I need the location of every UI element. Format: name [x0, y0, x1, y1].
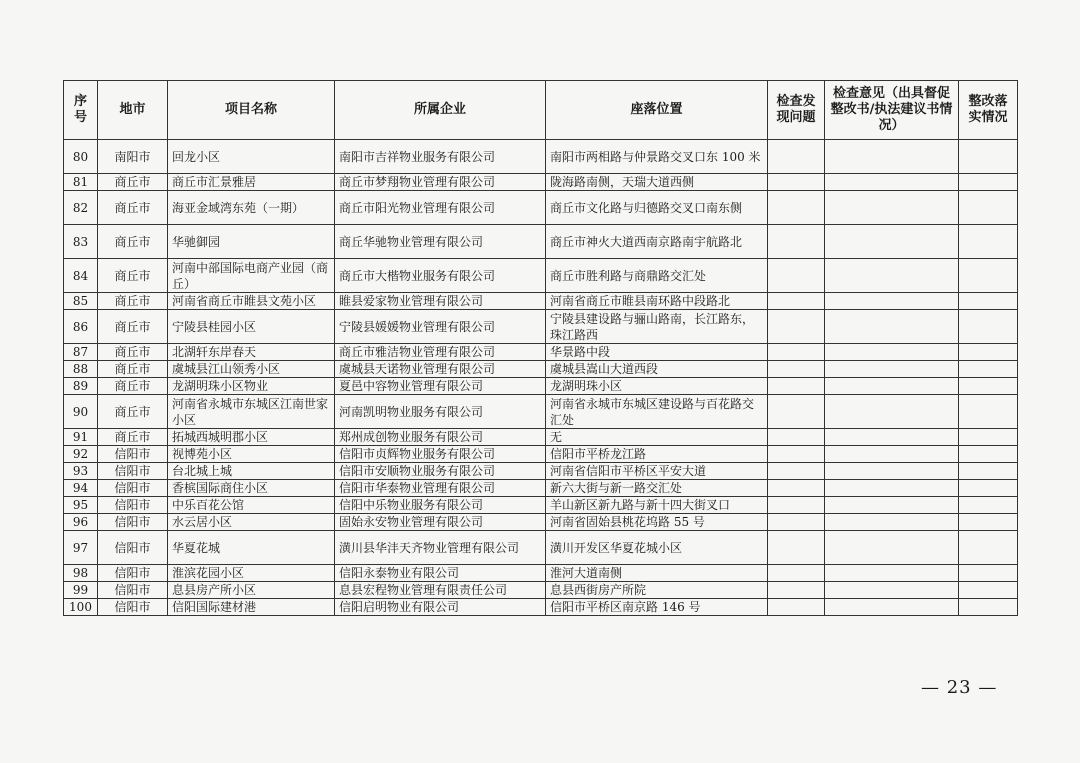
row-project: 龙湖明珠小区物业 [168, 378, 335, 395]
row-opinions [825, 429, 959, 446]
row-opinions [825, 480, 959, 497]
table-row [64, 531, 1018, 565]
row-project: 香槟国际商住小区 [168, 480, 335, 497]
row-rectification [959, 582, 1018, 599]
row-city: 信阳市 [98, 582, 168, 599]
row-rectification [959, 225, 1018, 259]
row-company: 信阳启明物业有限公司 [335, 599, 546, 616]
row-city: 商丘市 [98, 225, 168, 259]
row-location: 潢川开发区华夏花城小区 [546, 531, 768, 565]
row-city: 商丘市 [98, 395, 168, 429]
row-number: 89 [64, 378, 98, 395]
row-number: 90 [64, 395, 98, 429]
row-city: 南阳市 [98, 140, 168, 174]
row-number: 93 [64, 463, 98, 480]
row-project: 北湖轩东岸春天 [168, 344, 335, 361]
row-city: 商丘市 [98, 310, 168, 344]
header-no: 序号 [64, 81, 98, 140]
row-opinions [825, 565, 959, 582]
table-row [64, 191, 1018, 225]
row-rectification [959, 140, 1018, 174]
row-location: 商丘市文化路与归德路交叉口南东侧 [546, 191, 768, 225]
row-rectification [959, 599, 1018, 616]
row-project: 信阳国际建材港 [168, 599, 335, 616]
table-row [64, 361, 1018, 378]
row-location: 新六大街与新一路交汇处 [546, 480, 768, 497]
row-number: 96 [64, 514, 98, 531]
row-rectification [959, 361, 1018, 378]
row-location: 息县西街房产所院 [546, 582, 768, 599]
row-opinions [825, 446, 959, 463]
table-row [64, 293, 1018, 310]
row-location: 商丘市胜利路与商鼎路交汇处 [546, 259, 768, 293]
row-problems [768, 582, 825, 599]
row-problems [768, 259, 825, 293]
row-problems [768, 344, 825, 361]
row-number: 86 [64, 310, 98, 344]
table-row [64, 565, 1018, 582]
row-city: 商丘市 [98, 259, 168, 293]
table-row [64, 497, 1018, 514]
row-problems [768, 378, 825, 395]
row-opinions [825, 582, 959, 599]
page-number: — 23 — [921, 677, 998, 698]
table-row [64, 514, 1018, 531]
row-location: 南阳市两相路与仲景路交叉口东 100 米 [546, 140, 768, 174]
row-opinions [825, 361, 959, 378]
row-number: 97 [64, 531, 98, 565]
row-city: 信阳市 [98, 599, 168, 616]
row-number: 80 [64, 140, 98, 174]
row-rectification [959, 446, 1018, 463]
row-company: 夏邑中容物业管理有限公司 [335, 378, 546, 395]
row-problems [768, 565, 825, 582]
inspection-table [63, 80, 1018, 616]
header-project: 项目名称 [168, 81, 335, 140]
row-rectification [959, 344, 1018, 361]
row-company: 商丘华驰物业管理有限公司 [335, 225, 546, 259]
table-row [64, 344, 1018, 361]
row-city: 商丘市 [98, 429, 168, 446]
row-problems [768, 446, 825, 463]
row-project: 华驰御园 [168, 225, 335, 259]
row-number: 88 [64, 361, 98, 378]
header-problems: 检查发现问题 [768, 81, 825, 140]
row-problems [768, 599, 825, 616]
row-location: 华景路中段 [546, 344, 768, 361]
row-rectification [959, 293, 1018, 310]
row-opinions [825, 395, 959, 429]
table-row [64, 599, 1018, 616]
row-city: 商丘市 [98, 174, 168, 191]
row-location: 虞城县嵩山大道西段 [546, 361, 768, 378]
row-project: 中乐百花公馆 [168, 497, 335, 514]
table-row [64, 480, 1018, 497]
row-company: 信阳永泰物业有限公司 [335, 565, 546, 582]
row-problems [768, 310, 825, 344]
row-company: 南阳市吉祥物业服务有限公司 [335, 140, 546, 174]
row-opinions [825, 344, 959, 361]
table-body [64, 140, 1018, 616]
header-rectification: 整改落实情况 [959, 81, 1018, 140]
row-location: 淮河大道南侧 [546, 565, 768, 582]
row-problems [768, 480, 825, 497]
row-company: 信阳市安顺物业服务有限公司 [335, 463, 546, 480]
header-opinions: 检查意见（出具督促整改书/执法建议书情况） [825, 81, 959, 140]
header-company: 所属企业 [335, 81, 546, 140]
row-company: 虞城县天诺物业管理有限公司 [335, 361, 546, 378]
row-rectification [959, 259, 1018, 293]
row-opinions [825, 463, 959, 480]
row-project: 河南省商丘市睢县文苑小区 [168, 293, 335, 310]
row-problems [768, 361, 825, 378]
row-rectification [959, 497, 1018, 514]
row-project: 宁陵县桂园小区 [168, 310, 335, 344]
row-project: 拓城西城明郡小区 [168, 429, 335, 446]
table-row [64, 429, 1018, 446]
row-company: 固始永安物业管理有限公司 [335, 514, 546, 531]
row-rectification [959, 429, 1018, 446]
row-opinions [825, 531, 959, 565]
row-city: 商丘市 [98, 378, 168, 395]
row-company: 息县宏程物业管理有限责任公司 [335, 582, 546, 599]
row-opinions [825, 514, 959, 531]
row-rectification [959, 191, 1018, 225]
row-company: 河南凯明物业服务有限公司 [335, 395, 546, 429]
table-row [64, 140, 1018, 174]
row-rectification [959, 514, 1018, 531]
row-rectification [959, 174, 1018, 191]
row-number: 92 [64, 446, 98, 463]
table-row [64, 463, 1018, 480]
row-opinions [825, 310, 959, 344]
row-opinions [825, 293, 959, 310]
row-number: 91 [64, 429, 98, 446]
row-number: 84 [64, 259, 98, 293]
table-row [64, 225, 1018, 259]
table-row [64, 259, 1018, 293]
row-project: 虞城县江山领秀小区 [168, 361, 335, 378]
row-opinions [825, 140, 959, 174]
row-city: 商丘市 [98, 344, 168, 361]
row-project: 回龙小区 [168, 140, 335, 174]
row-company: 商丘市大楷物业服务有限公司 [335, 259, 546, 293]
row-project: 商丘市汇景雅居 [168, 174, 335, 191]
row-opinions [825, 378, 959, 395]
row-number: 95 [64, 497, 98, 514]
row-city: 商丘市 [98, 191, 168, 225]
row-company: 商丘市阳光物业管理有限公司 [335, 191, 546, 225]
row-rectification [959, 531, 1018, 565]
row-city: 商丘市 [98, 293, 168, 310]
row-project: 息县房产所小区 [168, 582, 335, 599]
header-city: 地市 [98, 81, 168, 140]
row-company: 潢川县华沣天齐物业管理有限公司 [335, 531, 546, 565]
row-rectification [959, 395, 1018, 429]
row-problems [768, 191, 825, 225]
row-city: 信阳市 [98, 565, 168, 582]
row-number: 98 [64, 565, 98, 582]
row-rectification [959, 480, 1018, 497]
row-location: 商丘市神火大道西南京路南宇航路北 [546, 225, 768, 259]
row-number: 100 [64, 599, 98, 616]
row-city: 信阳市 [98, 463, 168, 480]
row-location: 信阳市平桥龙江路 [546, 446, 768, 463]
table-row [64, 174, 1018, 191]
row-project: 视博苑小区 [168, 446, 335, 463]
row-number: 87 [64, 344, 98, 361]
row-location: 羊山新区新九路与新十四大街叉口 [546, 497, 768, 514]
row-problems [768, 140, 825, 174]
row-location: 宁陵县建设路与骊山路南，长江路东，珠江路西 [546, 310, 768, 344]
row-problems [768, 395, 825, 429]
row-rectification [959, 565, 1018, 582]
table-row [64, 446, 1018, 463]
row-number: 85 [64, 293, 98, 310]
row-number: 82 [64, 191, 98, 225]
row-location: 龙湖明珠小区 [546, 378, 768, 395]
row-rectification [959, 463, 1018, 480]
table-row [64, 378, 1018, 395]
row-city: 信阳市 [98, 531, 168, 565]
row-project: 河南中部国际电商产业园（商丘） [168, 259, 335, 293]
row-location: 陇海路南侧，天瑞大道西侧 [546, 174, 768, 191]
table-row [64, 310, 1018, 344]
row-location: 河南省永城市东城区建设路与百花路交汇处 [546, 395, 768, 429]
row-location: 河南省信阳市平桥区平安大道 [546, 463, 768, 480]
row-project: 华夏花城 [168, 531, 335, 565]
row-company: 信阳中乐物业服务有限公司 [335, 497, 546, 514]
row-problems [768, 531, 825, 565]
row-number: 94 [64, 480, 98, 497]
row-company: 郑州成创物业服务有限公司 [335, 429, 546, 446]
row-project: 水云居小区 [168, 514, 335, 531]
row-city: 信阳市 [98, 497, 168, 514]
row-city: 信阳市 [98, 446, 168, 463]
table-row [64, 582, 1018, 599]
row-city: 信阳市 [98, 480, 168, 497]
row-opinions [825, 497, 959, 514]
row-number: 99 [64, 582, 98, 599]
row-problems [768, 174, 825, 191]
row-rectification [959, 378, 1018, 395]
row-location: 无 [546, 429, 768, 446]
row-company: 宁陵县媛媛物业管理有限公司 [335, 310, 546, 344]
row-city: 信阳市 [98, 514, 168, 531]
row-project: 台北城上城 [168, 463, 335, 480]
row-project: 河南省永城市东城区江南世家小区 [168, 395, 335, 429]
row-opinions [825, 259, 959, 293]
row-opinions [825, 225, 959, 259]
row-project: 淮滨花园小区 [168, 565, 335, 582]
row-location: 河南省固始县桃花坞路 55 号 [546, 514, 768, 531]
row-company: 睢县爱家物业管理有限公司 [335, 293, 546, 310]
row-problems [768, 225, 825, 259]
row-location: 信阳市平桥区南京路 146 号 [546, 599, 768, 616]
row-opinions [825, 191, 959, 225]
row-problems [768, 429, 825, 446]
row-problems [768, 463, 825, 480]
row-company: 信阳市华泰物业管理有限公司 [335, 480, 546, 497]
row-rectification [959, 310, 1018, 344]
row-project: 海亚金域湾东苑（一期） [168, 191, 335, 225]
table-row [64, 395, 1018, 429]
row-problems [768, 293, 825, 310]
row-company: 商丘市雅洁物业管理有限公司 [335, 344, 546, 361]
row-city: 商丘市 [98, 361, 168, 378]
header-location: 座落位置 [546, 81, 768, 140]
row-problems [768, 514, 825, 531]
row-company: 商丘市梦翔物业管理有限公司 [335, 174, 546, 191]
row-opinions [825, 599, 959, 616]
row-problems [768, 497, 825, 514]
header-row [64, 81, 1018, 140]
row-company: 信阳市贞辉物业服务有限公司 [335, 446, 546, 463]
row-location: 河南省商丘市睢县南环路中段路北 [546, 293, 768, 310]
row-number: 83 [64, 225, 98, 259]
row-number: 81 [64, 174, 98, 191]
row-opinions [825, 174, 959, 191]
